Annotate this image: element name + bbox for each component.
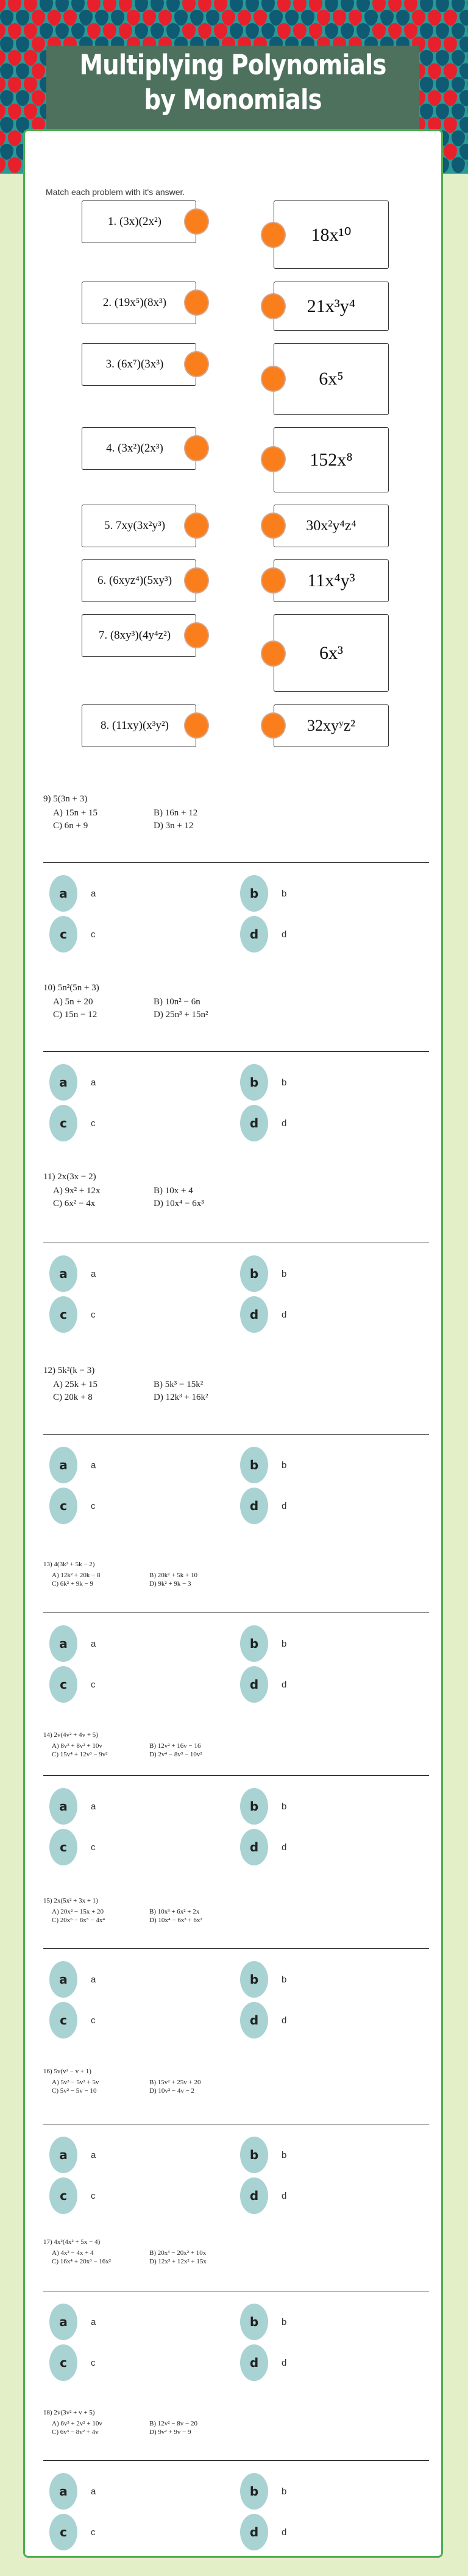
option-c[interactable] [49,2514,96,2550]
question-block-14 [43,1731,427,1758]
option-c[interactable] [49,1666,96,1703]
problem-text: 1. (3x)(2x²) [107,215,161,228]
question-choices [53,1186,427,1209]
connector-dot[interactable] [184,351,209,377]
option-d-label: d [282,1118,287,1129]
problem-card-7[interactable] [82,614,196,657]
problem-card-8[interactable] [82,704,196,747]
connector-dot[interactable] [261,513,286,539]
option-a-label: a [91,1268,96,1279]
option-d[interactable] [240,1105,286,1141]
option-b-label: b [282,1077,287,1088]
option-a-badge[interactable]: a [49,2137,77,2173]
choice-d: D) 10v² − 4v − 2 [149,2087,195,2095]
choice-b: B) 12v² − 8v − 20 [149,2420,197,2427]
option-d-label: d [282,1309,287,1320]
answer-text: 6x⁵ [319,369,344,389]
option-b[interactable] [240,1961,286,1998]
option-b[interactable] [240,2137,286,2173]
connector-dot[interactable] [184,289,209,316]
choice-b: B) 15v² + 25v + 20 [149,2079,201,2086]
option-b-label: b [282,2486,287,2497]
choice-d: D) 12x³ + 12x² + 15x [149,2258,207,2265]
option-a-label: a [91,1974,96,1985]
option-d[interactable] [240,2344,286,2381]
option-c-label: c [91,1679,96,1690]
option-a-label: a [91,2149,96,2160]
option-a[interactable] [49,1788,96,1825]
choice-c: C) 16x⁴ + 20x³ − 16x² [52,2258,112,2265]
choice-c: C) 6k² + 9k − 9 [52,1580,93,1588]
option-c-label: c [91,1309,96,1320]
connector-dot[interactable] [184,712,209,739]
option-a[interactable] [49,2137,96,2173]
option-b[interactable] [240,1788,286,1825]
answer-card-2[interactable] [274,282,389,331]
option-b[interactable] [240,1064,286,1101]
choice-c: C) 6x² − 4x [53,1199,96,1208]
answer-card-5[interactable] [274,505,389,547]
connector-dot[interactable] [184,435,209,461]
option-b-badge[interactable]: b [240,1255,268,1292]
option-c[interactable] [49,1296,96,1333]
option-d-label: d [282,1842,287,1853]
option-d-badge[interactable]: d [240,2177,268,2214]
option-d[interactable] [240,1829,286,1865]
divider [43,862,429,863]
answer-text: 18x¹⁰ [311,224,352,245]
option-c-label: c [91,1842,96,1853]
question-choices [52,2420,427,2436]
option-c-label: c [91,2015,96,2026]
choice-b: B) 12v² + 16v − 16 [149,1742,201,1750]
choice-b: B) 16n + 12 [154,808,198,818]
option-a-badge[interactable]: a [49,1788,77,1825]
option-b-badge[interactable]: b [240,2304,268,2340]
option-c-badge[interactable]: c [49,1105,77,1141]
option-c-label: c [91,2357,96,2368]
option-c-badge[interactable]: c [49,2514,77,2550]
answer-card-1[interactable] [274,200,389,269]
option-d[interactable] [240,2002,286,2038]
problem-text: 4. (3x²)(2x³) [106,442,163,455]
option-b[interactable] [240,2304,286,2340]
choice-d: D) 2v⁴ − 8v³ − 10v² [149,1751,202,1758]
question-stem: 14) 2v(4v² + 4v + 5) [43,1731,98,1739]
question-choices [52,1908,427,1924]
divider [43,1434,429,1435]
problem-card-1[interactable] [82,200,196,243]
option-c-badge[interactable]: c [49,2344,77,2381]
option-d-label: d [282,929,287,940]
problem-text: 7. (8xy³)(4y⁴z²) [98,629,171,642]
option-c[interactable] [49,2177,96,2214]
answer-card-4[interactable] [274,427,389,492]
choice-a: A) 15n + 15 [53,808,98,818]
question-choices [53,1380,427,1403]
option-a-badge[interactable]: a [49,2304,77,2340]
scale-shape [452,157,465,173]
option-c-badge[interactable]: c [49,2002,77,2038]
option-c-badge[interactable]: c [49,2177,77,2214]
option-d[interactable] [240,1666,286,1703]
option-c-badge[interactable]: c [49,1488,77,1524]
problem-card-4[interactable] [82,427,196,470]
connector-dot[interactable] [261,567,286,594]
choice-b: B) 10n² − 6n [154,997,200,1007]
option-a[interactable] [49,875,96,912]
option-d-label: d [282,2015,287,2026]
option-b-label: b [282,1460,287,1471]
option-d-badge[interactable]: d [240,1488,268,1524]
question-block-17 [43,2238,427,2265]
option-b[interactable] [240,2473,286,2510]
option-b[interactable] [240,1625,286,1662]
option-b[interactable] [240,875,286,912]
choice-c: C) 6v³ − 8v² + 4v [52,2429,99,2436]
option-b[interactable] [240,1447,286,1483]
option-d[interactable] [240,916,286,953]
question-stem: 16) 5v(v² − v + 1) [43,2068,91,2075]
answer-text: 11x⁴y³ [307,570,355,591]
option-c-badge[interactable]: c [49,916,77,953]
option-d-badge[interactable]: d [240,1666,268,1703]
answer-text: 152x⁸ [310,449,353,470]
option-b-label: b [282,888,287,899]
choice-c: C) 20k + 8 [53,1393,93,1402]
problem-text: 2. (19x⁵)(8x³) [102,296,167,309]
option-b-badge[interactable]: b [240,1625,268,1662]
choice-a: A) 25k + 15 [53,1380,98,1389]
question-block-15 [43,1897,427,1924]
choice-c: C) 6n + 9 [53,821,88,831]
option-a-label: a [91,1077,96,1088]
choice-a: A) 5n + 20 [53,997,93,1007]
divider [43,1775,429,1776]
question-stem: 13) 4(3k² + 5k − 2) [43,1561,95,1568]
option-a-badge[interactable]: a [49,1625,77,1662]
choice-b: B) 10x + 4 [154,1186,193,1196]
choice-a: A) 20x² − 15x + 20 [52,1908,104,1915]
answer-text: 21x³y⁴ [307,296,356,316]
option-d-label: d [282,2190,287,2201]
answer-card-6[interactable] [274,559,389,602]
problem-text: 3. (6x⁷)(3x³) [105,358,164,371]
option-d[interactable] [240,1488,286,1524]
problem-card-3[interactable] [82,343,196,386]
answer-card-3[interactable] [274,343,389,415]
choice-a: A) 8v³ + 8v² + 10v [52,1742,102,1750]
problem-text: 5. 7xy(3x²y³) [104,519,166,532]
page-title: Multiplying Polynomials by Monomials [79,49,386,116]
connector-dot[interactable] [261,712,286,739]
option-d-label: d [282,2527,287,2538]
choice-c: C) 15v⁴ + 12v³ − 9v² [52,1751,108,1758]
question-choices [52,1742,427,1758]
option-a-badge[interactable]: a [49,1447,77,1483]
option-c-label: c [91,929,96,940]
option-d-badge[interactable]: d [240,2514,268,2550]
choice-d: D) 10x⁴ − 6x³ [154,1199,204,1208]
question-block-12 [43,1366,427,1403]
connector-dot[interactable] [184,622,209,648]
option-c-label: c [91,1500,96,1511]
choice-b: B) 5k³ − 15k² [154,1380,204,1389]
option-b[interactable] [240,1255,286,1292]
option-c-label: c [91,2190,96,2201]
option-d-label: d [282,1679,287,1690]
connector-dot[interactable] [184,513,209,539]
divider [43,2460,429,2461]
question-choices [53,808,427,831]
choice-b: B) 10x³ + 6x² + 2x [149,1908,200,1915]
option-c-badge[interactable]: c [49,1829,77,1865]
option-a[interactable] [49,1961,96,1998]
choice-d: D) 12k³ + 16k² [154,1393,208,1402]
connector-dot[interactable] [184,567,209,594]
option-d[interactable] [240,1296,286,1333]
option-a-badge[interactable]: a [49,875,77,912]
option-a-badge[interactable]: a [49,1255,77,1292]
option-a-label: a [91,2316,96,2327]
choice-a: A) 9x² + 12x [53,1186,101,1196]
question-block-18 [43,2409,427,2436]
option-a-label: a [91,2486,96,2497]
choice-b: B) 20k² + 5k + 10 [149,1572,197,1579]
option-b-label: b [282,2149,287,2160]
option-c-badge[interactable]: c [49,1296,77,1333]
option-d-label: d [282,2357,287,2368]
connector-dot[interactable] [261,222,286,248]
option-b-badge[interactable]: b [240,2137,268,2173]
question-choices [53,997,427,1020]
option-a[interactable] [49,1255,96,1292]
answer-card-7[interactable] [274,614,389,692]
option-d-badge[interactable]: d [240,1829,268,1865]
connector-dot[interactable] [261,640,286,667]
option-c[interactable] [49,1488,96,1524]
option-a[interactable] [49,1064,96,1101]
divider [43,1051,429,1052]
option-c[interactable] [49,916,96,953]
option-d-badge[interactable]: d [240,916,268,953]
problem-card-2[interactable] [82,282,196,324]
option-b-badge[interactable]: b [240,1447,268,1483]
answer-text: 32xyʸz² [307,717,356,734]
option-b-label: b [282,1268,287,1279]
option-a-label: a [91,888,96,899]
option-d-badge[interactable]: d [240,2002,268,2038]
option-b-badge[interactable]: b [240,2473,268,2510]
choice-a: A) 12k² + 20k − 8 [52,1572,101,1579]
answer-text: 30x²y⁴z⁴ [306,517,356,534]
option-d-badge[interactable]: d [240,1296,268,1333]
scale-shape [0,157,5,173]
problem-card-5[interactable] [82,505,196,547]
option-d-label: d [282,1500,287,1511]
option-a-badge[interactable]: a [49,2473,77,2510]
choice-a: A) 6v³ + 2v² + 10v [52,2420,102,2427]
choice-d: D) 9v² + 9v − 9 [149,2429,191,2436]
option-b-label: b [282,1638,287,1649]
scale-shape [8,157,21,173]
option-b-label: b [282,1974,287,1985]
question-block-13 [43,1561,427,1588]
problem-text: 8. (11xy)(x³y²) [101,719,169,732]
option-b-badge[interactable]: b [240,1064,268,1101]
worksheet-card [23,129,443,2558]
choice-c: C) 20x⁶ − 8x⁵ − 4x⁴ [52,1917,105,1924]
question-stem: 12) 5k²(k − 3) [43,1366,95,1375]
option-c-badge[interactable]: c [49,1666,77,1703]
choice-c: C) 15n − 12 [53,1010,98,1020]
answer-text: 6x³ [319,642,343,663]
question-stem: 15) 2x(5x² + 3x + 1) [43,1897,98,1904]
choice-d: D) 10x⁴ − 6x³ + 6x² [149,1917,202,1924]
connector-dot[interactable] [261,366,286,392]
question-block-16 [43,2068,427,2095]
option-a[interactable] [49,2473,96,2510]
question-block-11 [43,1172,427,1209]
option-d-badge[interactable]: d [240,2344,268,2381]
option-c[interactable] [49,2002,96,2038]
option-c[interactable] [49,2344,96,2381]
option-c[interactable] [49,1829,96,1865]
problem-text: 6. (6xyz⁴)(5xy³) [97,574,172,587]
connector-dot[interactable] [261,446,286,472]
question-stem: 18) 2v(3v² + v + 5) [43,2409,95,2416]
question-block-10 [43,983,427,1020]
choice-d: D) 25n³ + 15n² [154,1010,208,1020]
option-b-label: b [282,2316,287,2327]
option-a-badge[interactable]: a [49,1961,77,1998]
option-a-label: a [91,1801,96,1812]
option-d[interactable] [240,2177,286,2214]
option-a-badge[interactable]: a [49,1064,77,1101]
connector-dot[interactable] [184,208,209,235]
choice-b: B) 20x³ − 20x² + 10x [149,2249,207,2257]
option-b-badge[interactable]: b [240,1961,268,1998]
option-a[interactable] [49,1447,96,1483]
connector-dot[interactable] [261,293,286,319]
option-d[interactable] [240,2514,286,2550]
question-stem: 17) 4x²(4x² + 5x − 4) [43,2238,101,2246]
problem-card-6[interactable] [82,559,196,602]
option-d-badge[interactable]: d [240,1105,268,1141]
instructions: Match each problem with it's answer. [46,187,185,197]
choice-d: D) 9k² + 9k − 3 [149,1580,191,1588]
question-stem: 11) 2x(3x − 2) [43,1172,96,1182]
option-b-badge[interactable]: b [240,1788,268,1825]
option-a-label: a [91,1460,96,1471]
choice-c: C) 5v² − 5v − 10 [52,2087,97,2095]
divider [43,1948,429,1949]
answer-card-8[interactable] [274,704,389,747]
question-choices [52,2249,427,2265]
question-stem: 10) 5n²(5n + 3) [43,983,99,993]
choice-a: A) 4x² − 4x + 4 [52,2249,94,2257]
option-a-label: a [91,1638,96,1649]
choice-d: D) 3n + 12 [154,821,194,831]
option-a[interactable] [49,1625,96,1662]
question-stem: 9) 5(3n + 3) [43,794,88,804]
option-c[interactable] [49,1105,96,1141]
option-c-label: c [91,1118,96,1129]
option-a[interactable] [49,2304,96,2340]
choice-a: A) 5v³ − 5v² + 5v [52,2079,99,2086]
question-block-9 [43,794,427,831]
question-choices [52,1572,427,1588]
question-choices [52,2079,427,2095]
option-c-label: c [91,2527,96,2538]
option-b-label: b [282,1801,287,1812]
option-b-badge[interactable]: b [240,875,268,912]
